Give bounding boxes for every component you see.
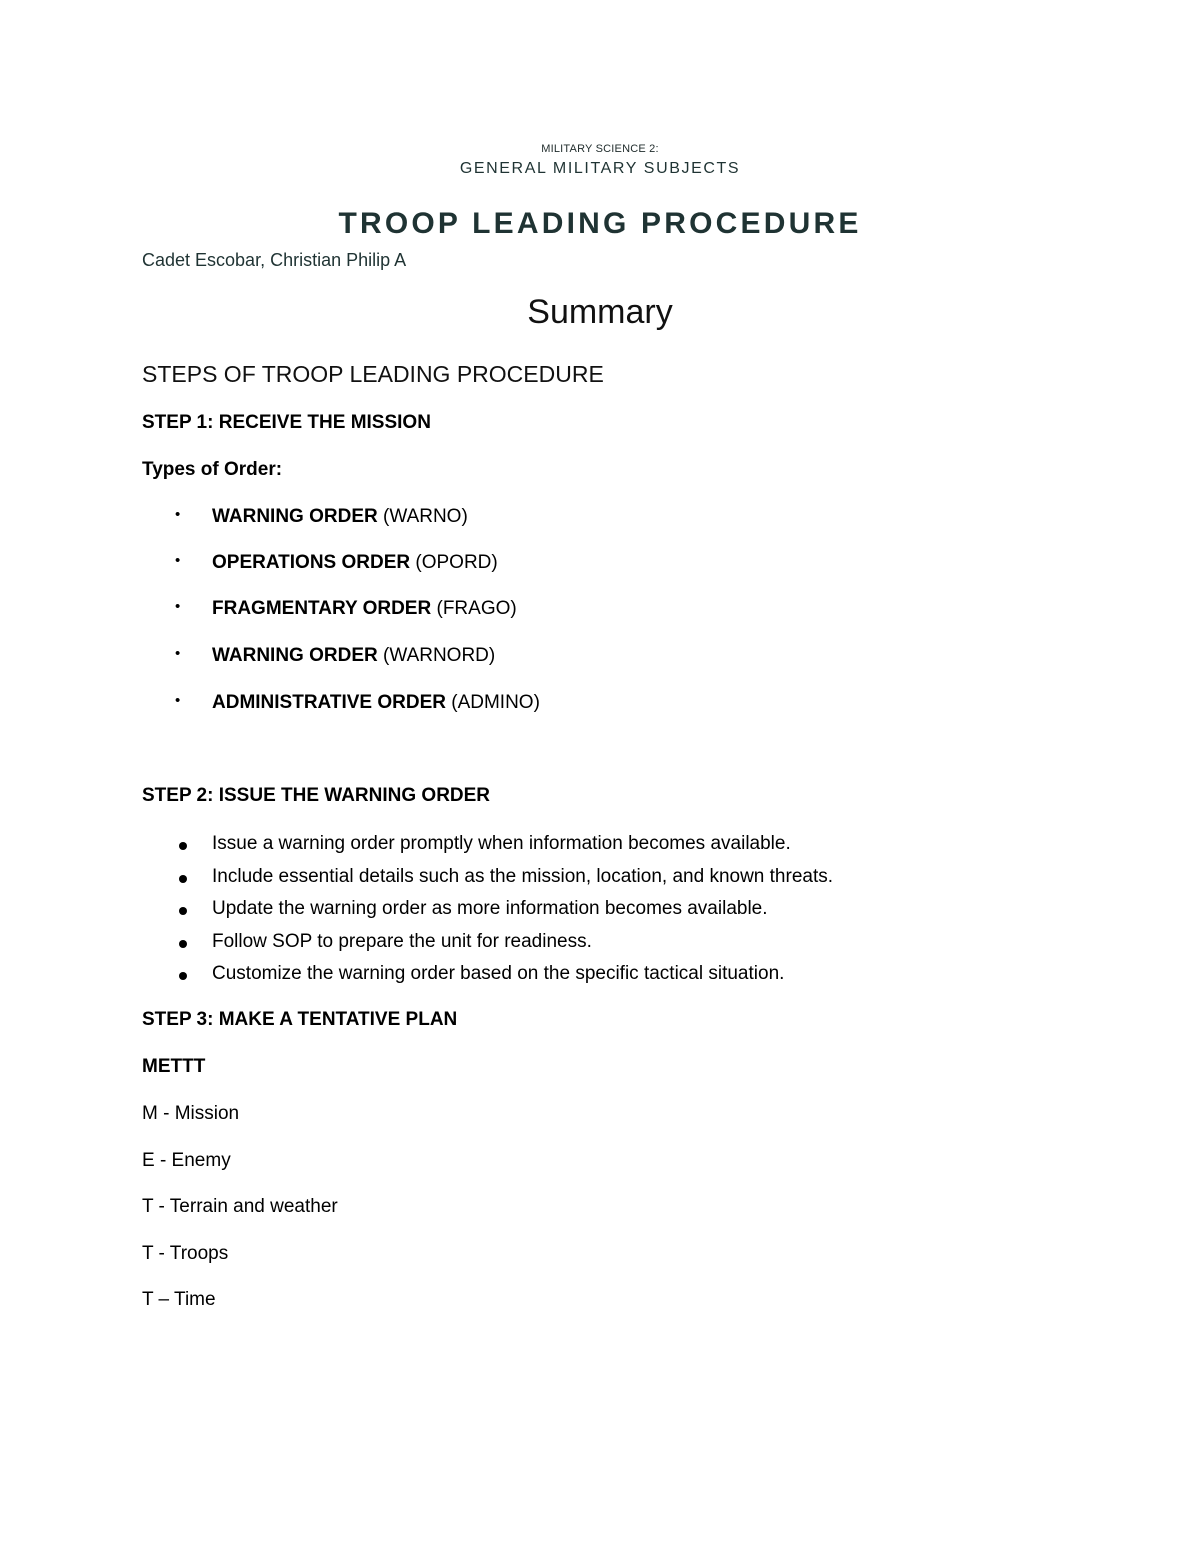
list-item-text: Issue a warning order promptly when information becomes available.	[212, 833, 791, 854]
order-name: ADMINISTRATIVE ORDER	[212, 692, 446, 713]
bullet-dot-icon	[179, 842, 187, 850]
bullet-icon: •	[175, 645, 181, 662]
order-name: WARNING ORDER	[212, 506, 378, 527]
types-of-order-label: Types of Order:	[142, 459, 283, 480]
list-item-text: Update the warning order as more information becomes available.	[212, 898, 768, 919]
order-name: WARNING ORDER	[212, 645, 378, 666]
order-name: FRAGMENTARY ORDER	[212, 598, 432, 619]
list-item-text: Include essential details such as the mission, location, and known threats.	[212, 866, 834, 887]
list-item-text: Follow SOP to prepare the unit for readiness.	[212, 931, 592, 952]
order-abbr: (ADMINO)	[445, 692, 540, 713]
course-title: GENERAL MILITARY SUBJECTS	[459, 160, 741, 177]
bullet-icon: •	[175, 506, 181, 523]
mettt-item: E - Enemy	[142, 1150, 231, 1171]
bullet-dot-icon	[179, 875, 187, 883]
bullet-dot-icon	[179, 972, 187, 980]
mettt-item: T - Terrain and weather	[142, 1196, 338, 1217]
order-abbr: (OPORD)	[410, 552, 498, 573]
order-abbr: (WARNORD)	[377, 645, 496, 666]
course-label: MILITARY SCIENCE 2:	[541, 143, 659, 155]
steps-heading: STEPS OF TROOP LEADING PROCEDURE	[142, 361, 604, 387]
bullet-icon: •	[175, 598, 181, 615]
order-abbr: (FRAGO)	[431, 598, 517, 619]
bullet-icon: •	[175, 552, 181, 569]
step2-title: STEP 2: ISSUE THE WARNING ORDER	[142, 785, 491, 806]
bullet-dot-icon	[179, 940, 187, 948]
document-title: TROOP LEADING PROCEDURE	[338, 207, 862, 240]
bullet-dot-icon	[179, 907, 187, 915]
mettt-item: M - Mission	[142, 1103, 240, 1124]
order-abbr: (WARNO)	[377, 506, 468, 527]
mettt-item: T – Time	[142, 1289, 216, 1310]
summary-heading: Summary	[527, 293, 673, 331]
bullet-icon: •	[175, 692, 181, 709]
step1-title: STEP 1: RECEIVE THE MISSION	[142, 412, 431, 433]
step3-title: STEP 3: MAKE A TENTATIVE PLAN	[142, 1009, 458, 1030]
list-item-text: Customize the warning order based on the specific tactical situation.	[212, 963, 785, 984]
order-name: OPERATIONS ORDER	[212, 552, 411, 573]
mettt-acronym: METTT	[142, 1056, 206, 1077]
mettt-item: T - Troops	[142, 1243, 229, 1264]
author-line: Cadet Escobar, Christian Philip A	[142, 250, 407, 270]
